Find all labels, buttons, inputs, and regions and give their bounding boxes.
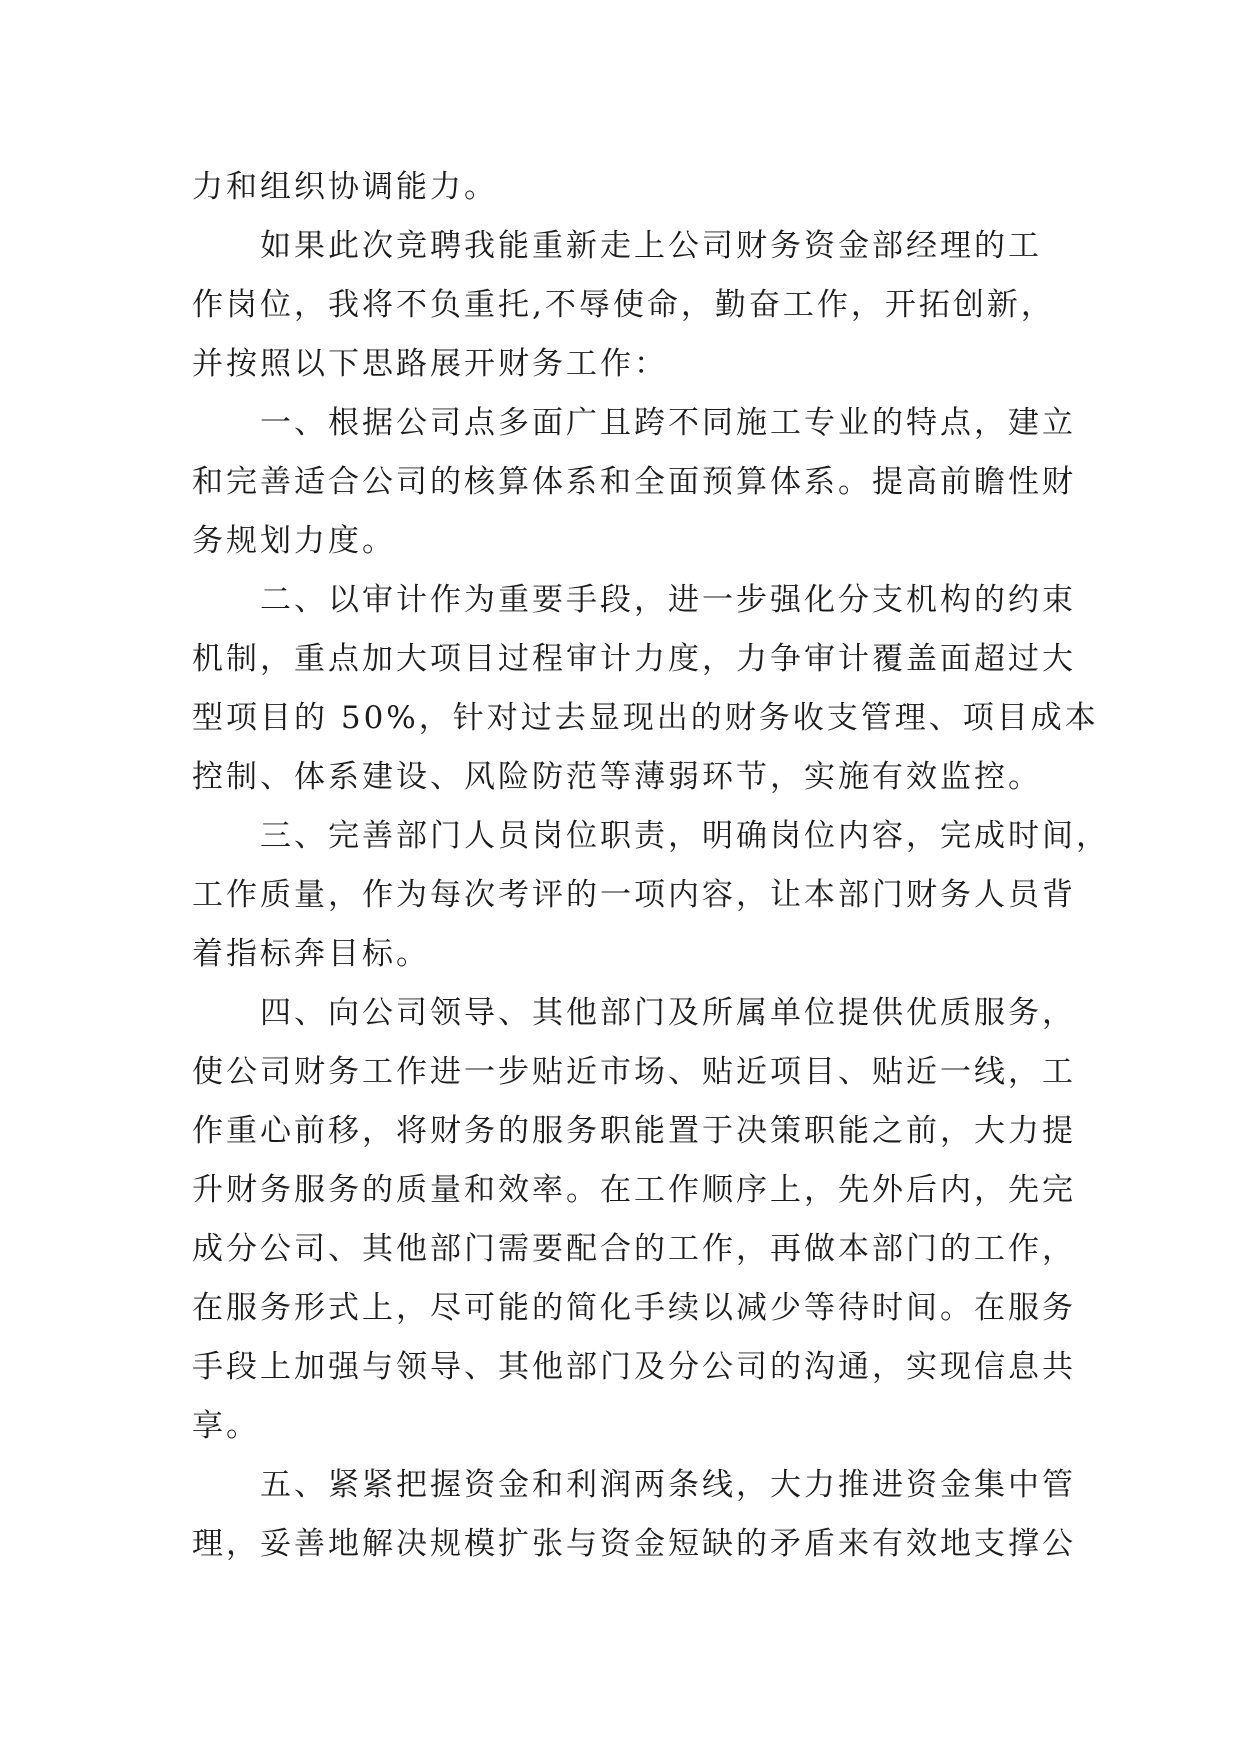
- text-line: 享。: [192, 1408, 260, 1444]
- paragraph-5: [192, 807, 1110, 984]
- text-line: 作重心前移，将财务的服务职能置于决策职能之前，大力提: [192, 1113, 1076, 1149]
- text-line: 手段上加强与领导、其他部门及分公司的沟通，实现信息共: [192, 1349, 1076, 1385]
- text-line: 务规划力度。: [192, 523, 396, 559]
- paragraph-2: [192, 217, 1055, 394]
- text-line: 四、向公司领导、其他部门及所属单位提供优质服务，: [192, 995, 1076, 1031]
- text-line: 控制、体系建设、风险防范等薄弱环节，实施有效监控。: [192, 759, 1042, 795]
- document-body: [192, 158, 1110, 1574]
- paragraph-6: [192, 984, 1076, 1456]
- text-line: 在服务形式上，尽可能的简化手续以减少等待时间。在服务: [192, 1290, 1076, 1326]
- text-line: 五、紧紧把握资金和利润两条线，大力推进资金集中管: [192, 1467, 1076, 1503]
- text-line: 二、以审计作为重要手段，进一步强化分支机构的约束: [192, 582, 1076, 618]
- paragraph-7: [192, 1456, 1076, 1574]
- text-line: 三、完善部门人员岗位职责，明确岗位内容，完成时间，: [192, 818, 1110, 854]
- paragraph-4: [192, 571, 1099, 807]
- text-line: 并按照以下思路展开财务工作：: [192, 346, 668, 382]
- text-line: 一、根据公司点多面广且跨不同施工专业的特点，建立: [192, 405, 1076, 441]
- text-line: 着指标奔目标。: [192, 936, 430, 972]
- text-line: 力和组织协调能力。: [192, 169, 498, 205]
- text-line: 和完善适合公司的核算体系和全面预算体系。提高前瞻性财: [192, 464, 1076, 500]
- text-line: 成分公司、其他部门需要配合的工作，再做本部门的工作，: [192, 1231, 1076, 1267]
- paragraph-3: [192, 394, 1076, 571]
- text-line: 机制，重点加大项目过程审计力度，力争审计覆盖面超过大: [192, 641, 1076, 677]
- text-line: 作岗位，我将不负重托,不辱使命，勤奋工作，开拓创新，: [192, 287, 1055, 323]
- text-line: 工作质量，作为每次考评的一项内容，让本部门财务人员背: [192, 877, 1076, 913]
- text-line: 使公司财务工作进一步贴近市场、贴近项目、贴近一线，工: [192, 1054, 1076, 1090]
- text-line: 升财务服务的质量和效率。在工作顺序上，先外后内，先完: [192, 1172, 1076, 1208]
- text-line: 如果此次竞聘我能重新走上公司财务资金部经理的工: [192, 228, 1042, 264]
- text-line: 型项目的 50%，针对过去显现出的财务收支管理、项目成本: [192, 700, 1099, 736]
- text-line: 理，妥善地解决规模扩张与资金短缺的矛盾来有效地支撑公: [192, 1526, 1076, 1562]
- paragraph-1: [192, 158, 1052, 217]
